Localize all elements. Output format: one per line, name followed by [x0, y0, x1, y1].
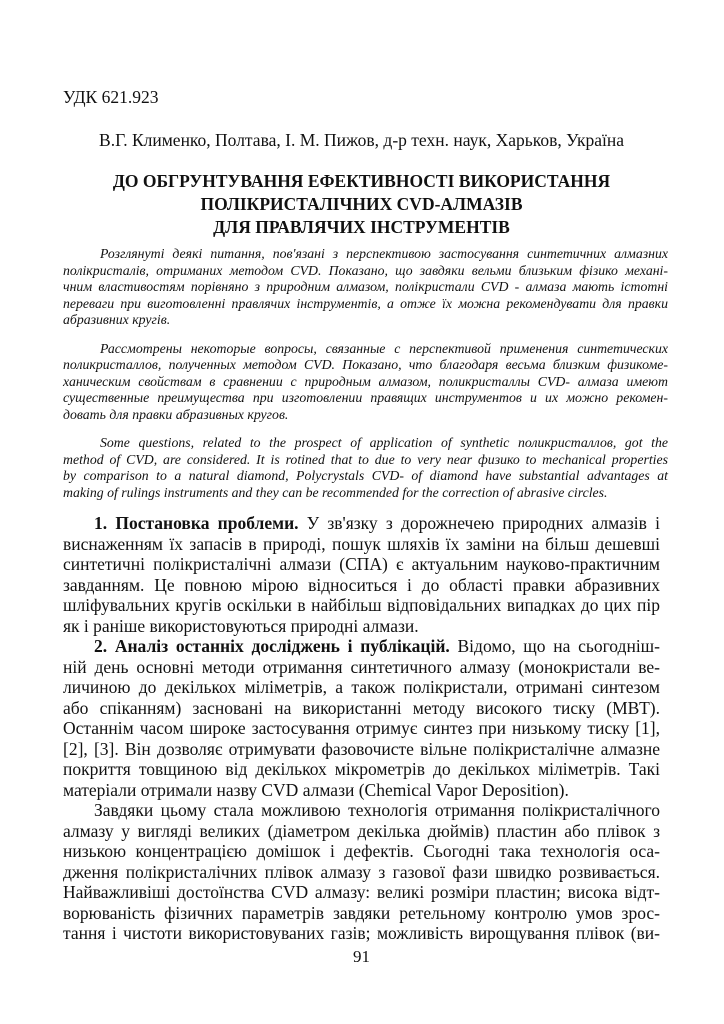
text-line: [2], [3]. Він дозволяє отримувати фазовочисте вільне полікристалічне алмазне: [63, 738, 660, 759]
text-line: завданням. Це повною мірою відноситься і до області правки абразивних: [63, 574, 660, 595]
section-1-first-line: У зв'язку з дорожнечею природних алмазів і: [298, 513, 660, 533]
section-1-lines: [63, 534, 660, 637]
text-line: низькою концентрацією домішок і дефектів. Сьогодні така технологія оса-: [63, 841, 660, 861]
text-line: [63, 636, 660, 657]
text-line: ДЛЯ ПРАВЛЯЧИХ ІНСТРУМЕНТІВ: [213, 217, 510, 237]
text-line: ній день основні методи отримання синтетичного алмазу (монокристали ве-: [63, 656, 660, 677]
text-line: Останнім часом широке застосування отримує синтез при низькому тиску [1],: [63, 718, 660, 738]
section-2-paragraph: [63, 636, 660, 800]
section-2-first-line: Відомо, що на сьогодніш-: [449, 636, 660, 656]
text-line: шліфувальних кругів оскільки в найбільш відповідальних випадках до цих пір: [63, 595, 660, 615]
page-number: 91: [353, 946, 370, 966]
text-line: як і раніше використовуються природні алмази.: [63, 615, 419, 636]
text-line: або спіканням) засновані на використанні методу високого тиску (МВТ).: [63, 697, 660, 718]
text-line: method of CVD, are considered. It is rotined that to due to very near физико to mechanical properties: [63, 451, 668, 467]
text-line: making of rulings instruments and they can be recommended for the correction of abrasive circles.: [63, 484, 608, 500]
text-line: ворюваність фізичних параметрів завдяки ретельному контролю умов зрос-: [63, 902, 660, 923]
text-line: синтетичні полікристалічні алмази (СПА) є актуальним науково-практичним: [63, 554, 660, 574]
text-line: покриття товщиною від декількох мікрометрів до декількох міліметрів. Такі: [63, 759, 660, 779]
text-line: полікристалів, отриманих методом CVD. Показано, що завдяки вельми близьким фізико механі-: [63, 262, 668, 278]
text-line: матеріали отримали назву CVD алмази (Chemical Vapor Deposition).: [63, 779, 569, 800]
text-line: поликристаллов, полученных методом CVD. Показано, что благодаря весьма близким физикоме-: [63, 357, 668, 372]
text-line: ДО ОБГРУНТУВАННЯ ЕФЕКТИВНОСТІ ВИКОРИСТАННЯ: [112, 171, 611, 191]
text-line: by comparison to a natural diamond, Polycrystals CVD- of diamond have substantial advantages at: [63, 468, 668, 483]
text-line: [63, 513, 660, 534]
section-1-heading: 1. Постановка проблеми.: [94, 513, 299, 533]
text-line: чним властивостям порівняно з природним алмазом, полікристали CVD - алмаза мають істотні: [63, 279, 668, 294]
paragraph-3-lines: [63, 821, 660, 944]
article-body: [63, 513, 660, 944]
authors-line: В.Г. Клименко, Полтава, І. М. Пижов, д-р техн. наук, Харьков, Україна: [99, 130, 624, 150]
text-line: ПОЛІКРИСТАЛІЧНИХ CVD-АЛМАЗІВ: [200, 194, 523, 214]
paragraph-3-first-line: Завдяки цьому стала можливою технологія отримання полікристалічного: [94, 800, 660, 820]
text-line: личиною до декількох міліметрів, а також полікристали, отримані синтезом: [63, 677, 660, 697]
section-2-heading: 2. Аналіз останніх досліджень і публікацій.: [94, 636, 450, 656]
text-line: Some questions, related to the prospect of application of synthetic поликристаллов, got the: [100, 435, 668, 450]
text-line: Найважливіші достоїнства CVD алмазу: великі розміри пластин; висока відт-: [63, 882, 660, 902]
text-line: абразивних кругів.: [63, 312, 171, 327]
text-line: виснаженням їх запасів в природі, пошук шляхів їх заміни на більш дешевші: [63, 533, 660, 554]
text-line: дження полікристалічних плівок алмазу з газової фази швидко розвивається.: [63, 861, 660, 882]
abstract-ukrainian: [63, 246, 668, 329]
text-line: довать для правки абразивных кругов.: [63, 406, 289, 422]
udk-code: УДК 621.923: [63, 87, 159, 107]
section-1-paragraph: [63, 513, 660, 636]
article-title: [63, 170, 660, 239]
abstract-english: [63, 435, 668, 501]
text-line: алмазу у вигляді великих (діаметром декілька дюймів) пластин або плівок з: [63, 820, 660, 841]
text-line: существенные преимущества при изготовлении правящих инструментов и их можно рекомен-: [63, 390, 668, 405]
abstract-russian: [63, 341, 668, 424]
text-line: тання і чистоти використовуваних газів; можливість вирощування плівок (ви-: [63, 923, 660, 943]
text-line: Розглянуті деякі питання, пов'язані з перспективою застосування синтетичних алмазних: [100, 246, 668, 261]
text-line: ханическим свойствам в сравнении с природным алмазом, поликристаллы CVD- алмаза имеют: [63, 373, 668, 389]
section-2-lines: [63, 657, 660, 801]
text-line: [63, 800, 660, 821]
text-line: Рассмотрены некоторые вопросы, связанные с перспективой применения синтетических: [100, 340, 668, 356]
paragraph-3: [63, 800, 660, 944]
text-line: переваги при виготовленні правлячих інструментів, а отже їх можна рекомендувати для правки: [63, 295, 668, 311]
